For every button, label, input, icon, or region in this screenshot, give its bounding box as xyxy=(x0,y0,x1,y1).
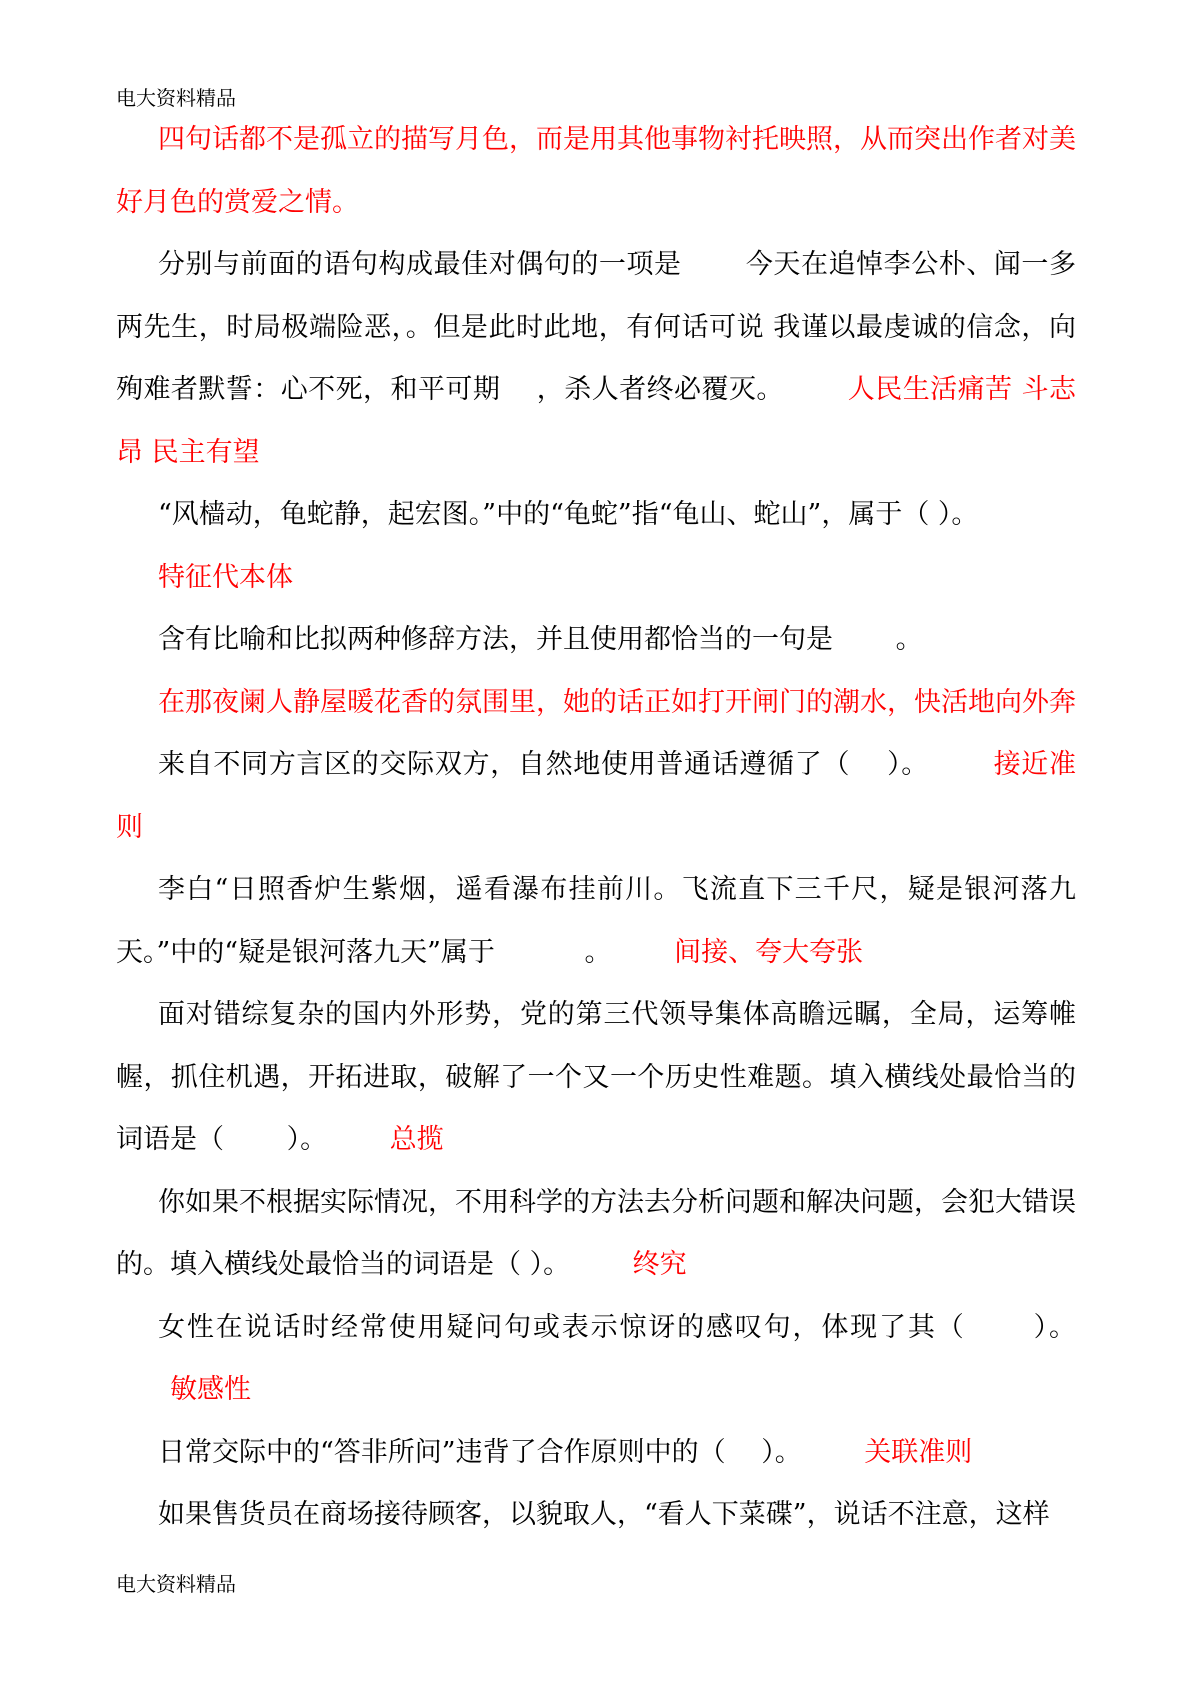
paragraph-1: 四句话都不是孤立的描写月色，而是用其他事物衬托映照，从而突出作者对美好月色的赏爱之情。 xyxy=(116,124,1076,218)
answer-text: 总揽 xyxy=(389,1124,444,1155)
question-text: 李白“日照香炉生紫烟，遥看瀑布挂前川。飞流直下三千尺，疑是银河落九天。”中的“疑是银河落九天”属于 。 xyxy=(116,874,1076,968)
answer-text: 特征代本体 xyxy=(158,561,293,593)
paragraph-9 xyxy=(116,984,1076,1172)
question-text: “风樯动，龟蛇静，起宏图。”中的“龟蛇”指“龟山、蛇山”，属于（ ）。 xyxy=(158,499,979,530)
paragraph-10 xyxy=(116,1172,1076,1297)
question-text: 分别与前面的语句构成最佳对偶句的一项是 今天在追悼李公朴、闻一多两先生，时局极端险恶，。但是此时此地，有何话可说 我谨以最虔诚的信念，向殉难者默誓：心不死，和平可期 ，杀人者终必覆灭。 xyxy=(116,249,1076,405)
document-body xyxy=(116,109,1076,1547)
question-text: 如果售货员在商场接待顾客，以貌取人，“看人下菜碟”，说话不注意，这样 xyxy=(158,1499,1050,1530)
answer-text: 在那夜阑人静屋暖花香的氛围里，她的话正如打开闸门的潮水，快活地向外奔 xyxy=(158,686,1076,718)
answer-text: 敏感性 xyxy=(170,1374,251,1405)
question-text: 你如果不根据实际情况，不用科学的方法去分析问题和解决问题，会犯大错误的。填入横线处最恰当的词语是（ ）。 xyxy=(116,1186,1076,1280)
page-footer: 电大资料精品 xyxy=(116,1572,236,1596)
paragraph-11 xyxy=(116,1297,1076,1422)
answer-text: 终究 xyxy=(632,1249,687,1280)
paragraph-3 xyxy=(116,484,1076,547)
paragraph-6 xyxy=(116,672,1076,735)
page-header: 电大资料精品 xyxy=(116,86,236,110)
paragraph-7 xyxy=(116,734,1076,859)
paragraph-12 xyxy=(116,1422,1076,1485)
answer-text: 人民生活痛苦 斗志昂 民主有望 xyxy=(116,374,1076,468)
question-text: 女性在说话时经常使用疑问句或表示惊讶的感叹句，体现了其（ ）。 xyxy=(116,1311,1076,1405)
answer-text: 接近准则 xyxy=(116,749,1076,843)
question-text: 日常交际中的“答非所问”违背了合作原则中的（ ）。 xyxy=(158,1436,865,1468)
paragraph-8 xyxy=(116,859,1076,984)
paragraph-2 xyxy=(116,234,1076,484)
paragraph-5 xyxy=(116,609,1076,672)
answer-text: 间接、夸大夸张 xyxy=(674,936,864,968)
question-text: 含有比喻和比拟两种修辞方法，并且使用都恰当的一句是 。 xyxy=(158,624,923,655)
question-text: 来自不同方言区的交际双方，自然地使用普通话遵循了（ ）。 xyxy=(158,749,994,780)
paragraph-13 xyxy=(116,1484,1076,1547)
answer-text: 关联准则 xyxy=(864,1436,973,1468)
question-text: 面对错综复杂的国内外形势，党的第三代领导集体高瞻远瞩，全局，运筹帷幄，抓住机遇，开拓进取，破解了一个又一个历史性难题。填入横线处最恰当的词语是（ ）。 xyxy=(116,999,1076,1155)
paragraph-4 xyxy=(116,547,1076,610)
